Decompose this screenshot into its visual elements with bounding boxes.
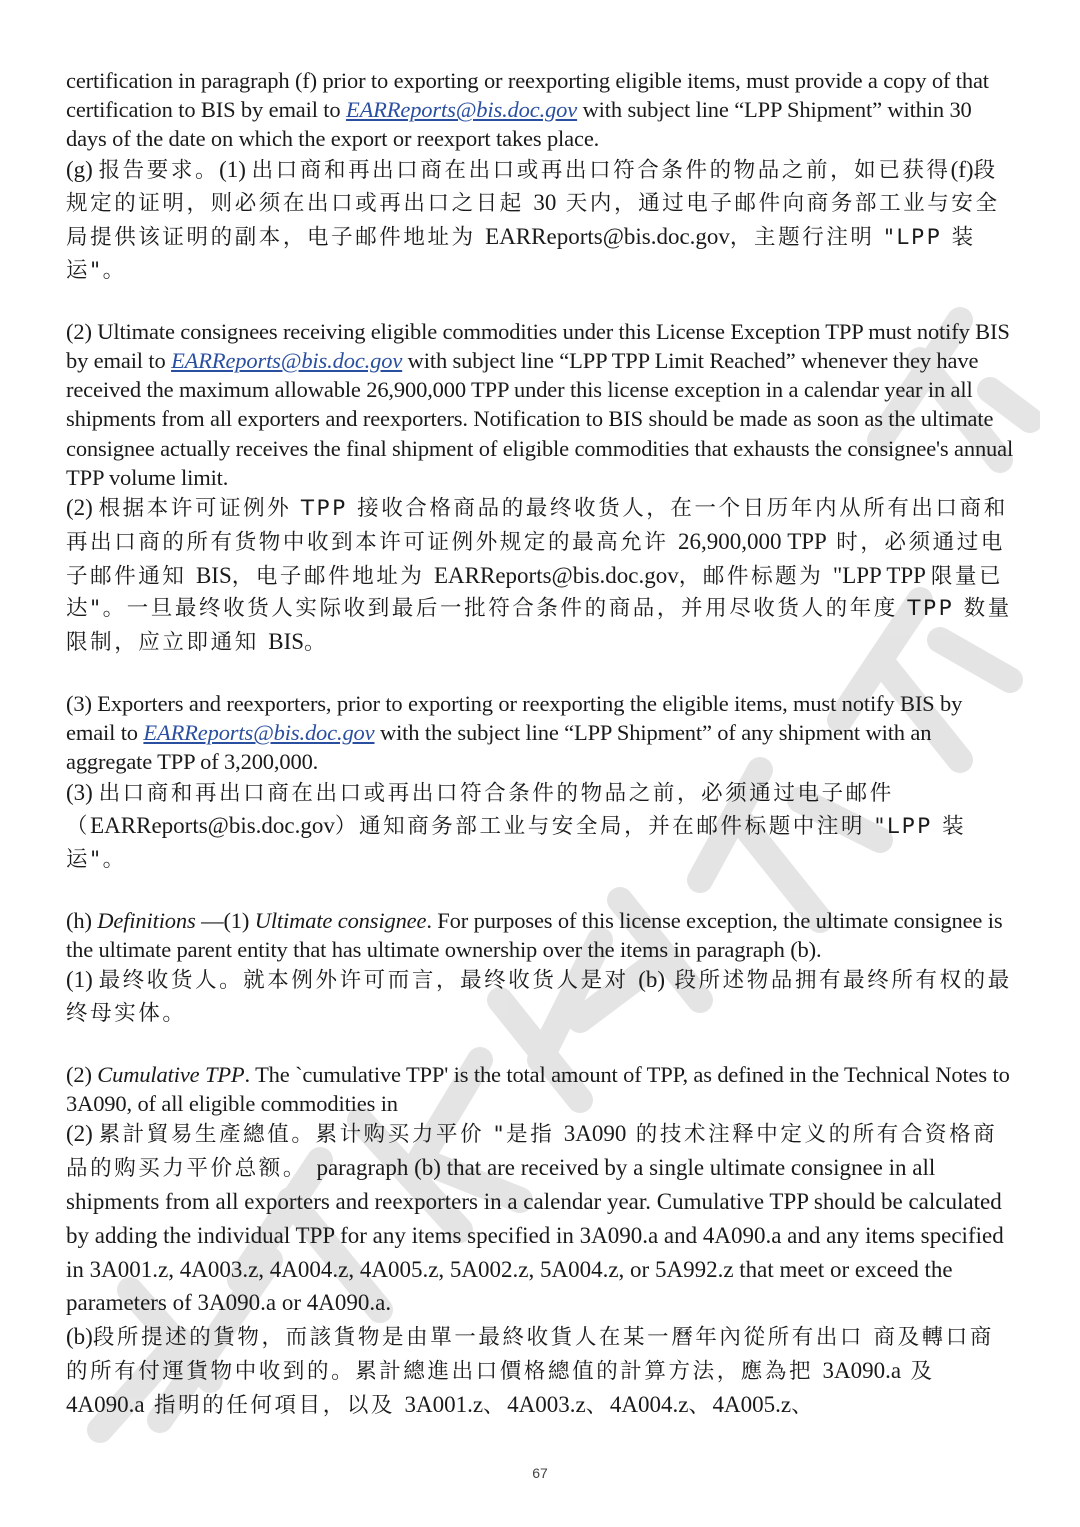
italic-term: Ultimate consignee — [254, 908, 427, 933]
latin-text-run: EARReports@bis.doc.gov — [433, 562, 679, 588]
latin-text-run: 26,900,000 TPP — [677, 528, 827, 554]
latin-text-run: (1) — [66, 967, 99, 993]
english-paragraph — [66, 1060, 1016, 1118]
text-run: (2) Ultimate consignees receiving eligible commodities under this License Exception TPP must notify BIS by email to — [66, 318, 1010, 373]
latin-text-run: (g) — [66, 156, 99, 182]
english-paragraph — [66, 317, 1016, 492]
text-run: 时，必须通过电子邮件通知 — [66, 529, 1005, 589]
latin-text-run: EARReports@bis.doc.gov — [485, 224, 730, 250]
latin-text-run: 4A003.z — [507, 1391, 586, 1417]
chinese-paragraph — [66, 777, 1016, 877]
text-run: 限量已达"。一旦最终收货人实际收到最后一批符合条件的商品，并用尽收货人的年度 TPP 数量限制，应立即通知 — [66, 563, 1012, 656]
text-run: ）通知商务部工业与安全局，并在邮件标题中注明 "LPP 装运"。 — [66, 814, 967, 873]
text-run: ，邮件标题为 — [678, 563, 833, 589]
english-paragraph — [66, 66, 1016, 154]
text-run: ，主题行注明 "LPP 装运"。 — [66, 225, 976, 283]
paragraph-gap — [66, 288, 1016, 317]
latin-text-run: (3) — [66, 779, 99, 805]
paragraph-gap — [66, 1031, 1016, 1060]
paragraph-gap — [66, 660, 1016, 689]
latin-text-run: 4A090.a — [66, 1391, 145, 1417]
latin-text-run: paragraph (b) that are received by a single ultimate consignee in all shipments from all exporters and reexporters in a calendar year. Cumulative TPP should be calculated by adding the individual TPP for any items specified in 3A090.a and 4A090.a and any items specified in 3A001.z, 4A003.z, 4A004.z, 4A005.z, 5A002.z, 5A004.z, or 5A992.z that meet or exceed the parameters of 3A090.a or 4A090.a. — [66, 1155, 1004, 1316]
text-run: 及 — [901, 1358, 935, 1384]
text-run: 出口商和再出口商在出口或再出口符合条件的物品之前，如已获得 — [251, 157, 951, 183]
text-run: 的技术注释中定义的所有合资格商品的购买力平价总额。 — [66, 1122, 998, 1182]
chinese-paragraph — [66, 154, 1016, 288]
email-link[interactable]: EARReports@bis.doc.gov — [143, 720, 375, 746]
text-run: with the subject line “LPP Shipment” of any shipment with an aggregate TPP of 3,200,000. — [66, 720, 932, 775]
latin-text-run: 4A004.z — [609, 1391, 689, 1417]
page-number: 67 — [532, 1465, 548, 1481]
text-run: —(1) — [195, 908, 255, 933]
text-run: 报告要求。 — [98, 157, 220, 183]
text-run: (3) Exporters and reexporters, prior to exporting or reexporting the eligible items, must notify BIS by email to — [66, 691, 963, 746]
email-link[interactable]: EARReports@bis.doc.gov — [171, 348, 403, 373]
text-run: . The `cumulative TPP' is the total amount of TPP, as defined in the Technical Notes to 3A090, of all eligible commodities in — [66, 1062, 1010, 1117]
latin-text-run: "LPP TPP — [832, 562, 931, 588]
text-run: 段所述物品拥有最终所有权的最终母实体。 — [66, 968, 1012, 1027]
chinese-paragraph — [66, 1118, 1016, 1321]
latin-text-run: (f) — [950, 156, 974, 182]
latin-text-run: 3A090 — [563, 1121, 627, 1147]
text-run: 、 — [688, 1392, 713, 1418]
latin-text-run: (b) — [638, 967, 666, 993]
text-run: ，电子邮件地址为 — [231, 563, 434, 589]
text-run: . For purposes of this license exception, the ultimate consignee is the ultimate parent entity that has ultimate ownership over the items in paragraph (b). — [66, 908, 1003, 963]
document-page — [66, 66, 1016, 1423]
text-run: 、 — [483, 1392, 508, 1418]
latin-text-run: EARReports@bis.doc.gov — [90, 813, 335, 839]
text-run: (2) — [66, 1062, 98, 1087]
english-paragraph — [66, 689, 1016, 777]
latin-text-run: BIS — [195, 562, 232, 588]
text-run: 指明的任何項目，以及 — [144, 1392, 405, 1418]
text-run: 、 — [585, 1392, 610, 1418]
text-run: 段规定的证明，则必须在出口或再出口之日起 — [66, 157, 998, 217]
email-link[interactable]: EARReports@bis.doc.gov — [345, 97, 578, 123]
latin-text-run: 4A005.z — [712, 1391, 792, 1417]
italic-term: Cumulative TPP — [97, 1062, 245, 1087]
english-paragraph — [66, 906, 1016, 964]
text-run: 、 — [791, 1392, 816, 1418]
chinese-paragraph — [66, 492, 1016, 660]
text-run: 累計貿易生產總值。累计购买力平价 "是指 — [98, 1122, 564, 1148]
text-run: 。 — [304, 630, 329, 656]
text-run: 根据本许可证例外 TPP 接收合格商品的最终收货人，在一个日历年内从所有出口商和再出口商的所有货物中收到本许可证例外规定的最高允许 — [66, 496, 1008, 555]
latin-text-run: (1) — [219, 156, 252, 182]
italic-term: Definitions — [97, 908, 196, 933]
text-run: with subject line “LPP Shipment” within 30 days of the date on which the export or reexport takes place. — [66, 97, 972, 152]
text-run: 出口商和再出口商在出口或再出口符合条件的物品之前，必须通过电子邮件（ — [66, 780, 894, 840]
text-run: (h) — [66, 908, 98, 933]
paragraph-gap — [66, 877, 1016, 906]
text-run: 天内，通过电子邮件向商务部工业与安全局提供该证明的副本，电子邮件地址为 — [66, 191, 1000, 251]
latin-text-run: (b) — [66, 1324, 93, 1350]
latin-text-run: 3A090.a — [822, 1357, 902, 1383]
chinese-paragraph — [66, 1321, 1016, 1422]
latin-text-run: (2) — [66, 1121, 99, 1147]
latin-text-run: 3A001.z — [404, 1391, 484, 1417]
latin-text-run: 30 — [533, 190, 557, 216]
text-run: certification in paragraph (f) prior to exporting or reexporting eligible items, must provide a copy of that certification to BIS by email to — [66, 68, 989, 123]
text-run: 最终收货人。就本例外许可而言，最终收货人是对 — [98, 968, 639, 994]
chinese-paragraph — [66, 964, 1016, 1031]
latin-text-run: BIS — [268, 629, 305, 655]
text-run: 段所提述的貨物，而該貨物是由單一最終收貨人在某一曆年內從所有出口 商及轉口商的所有付運貨物中收到的。累計總進出口價格總值的計算方法，應為把 — [66, 1325, 994, 1384]
text-run: with subject line “LPP TPP Limit Reached” whenever they have received the maximum allowable 26,900,000 TPP under this license exception in a calendar year in all shipments from all exporters and reexporters. Notification to BIS should be made as soon as the ultimate consignee actually receives the final shipment of eligible commodities that exhausts the consignee's annual TPP volume limit. — [66, 348, 1014, 490]
latin-text-run: (2) — [66, 495, 99, 521]
